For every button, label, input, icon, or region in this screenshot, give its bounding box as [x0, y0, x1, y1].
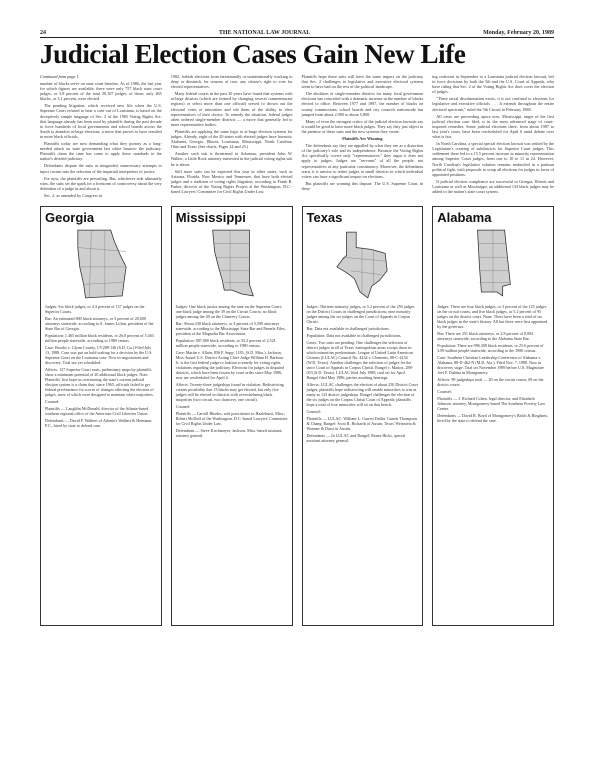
- article-paragraph: The abolition of single-member districts for many local government elections has coincided with a dramatic increase in the number of blacks elected to office. Between 1977 and 1987, the number of blacks on county commissions, school boards and city councils nationwide has jumped from about 2,900 to about 5,800.: [301, 91, 424, 117]
- mississippi-map-icon: [203, 228, 261, 300]
- article-column-3: [302, 74, 424, 200]
- article-paragraph: Still more suits can be expected this year in other states, such as Arizona, Florida, New Mexico and Tennessee, that have both elected judges and a tradition of voting rights litigation, according to Frank R. Parker, director of the Voting Rights Project at the Washington, D.C.-based Lawyers' Committee for Civil Rights Under Law.: [170, 168, 293, 194]
- publication-name: THE NATIONAL LAW JOURNAL: [218, 30, 311, 36]
- article-paragraph: All cases are proceeding apace now. Mississippi, target of the first judicial election case filed, is in the most advanced stage of court-imposed remedies. Some judicial elections there, from about 1987 to last year's court, have been rescheduled for April 6 amid debate over what is fair.: [432, 113, 554, 140]
- box-paragraph: Plaintiffs — LULAC: William L. Garrett Dallas' Garrett Thompson & Chang; Rangel: Scott R. Richards of Austin, Texas' Weinstein & Wasmer & Durst in Austin.: [306, 415, 418, 431]
- box-paragraph: Affects: Twenty-three judgeships found in violation. Redistricting creates possibility that 13 blacks may get elected, but only five judges will be elected in districts with overwhelming black majorities (two circuit, two chancery, one circuit).: [175, 381, 284, 402]
- box-paragraph: Defendants — David F. Walbert of Atlanta's Walbert & Hermann P.C., hired by state to defend case.: [45, 417, 152, 428]
- box-paragraph: Judges: Six black judges, or 4.4 percent of 137 judges on the Superior Courts.: [45, 303, 145, 314]
- box-paragraph: Counsel:: [437, 388, 452, 394]
- box-paragraph: Counsel:: [175, 403, 191, 409]
- box-paragraph: Bar: An estimated 800 black attorneys, or 3 percent of 20,000 attorneys statewide, according to A. James Lifton, president of the State Bar of Georgia.: [45, 315, 154, 331]
- article-paragraph: 1982, forbids elections from intentionally or unintentionally working to deny or diminish, for reasons of race, any citizen's right to vote for elected representatives.: [170, 74, 293, 90]
- box-paragraph: Case: Martin v. Allain, 856 F. Supp. 1183, (S.D. Miss.). Jackson, Miss.-based U.S. District Acting Chief Judge William H. Barbour Jr. is the first federal judge to fashion a remedy for voting rights violations regarding the judiciary. Elections for judges in disputed districts, which have been frozen by court order since May 1986, now are rescheduled for April 4.: [175, 349, 284, 380]
- box-paragraph: Bar: Data not available in challenged jurisdictions.: [306, 325, 390, 331]
- article-paragraph: Sec. 2, as amended by Congress in: [44, 192, 103, 198]
- headline: Judicial Election Cases Gain New Life: [40, 39, 466, 69]
- box-paragraph: Bar: About 230 black attorneys, or 4 percent of 5,500 attorneys statewide, according to the Mississippi State Bar and Pamela Files, president of the Magnolia Bar Association.: [175, 320, 286, 336]
- box-paragraph: Plaintiffs — Carroll Rhodes, sole practitioner in Hazlehurst, Miss.; Robert McDuff of the Washington, D.C.-based Lawyers' Committee for Civil Rights Under Law.: [175, 410, 288, 426]
- box-paragraph: Population: 1.465 million black residents, or 26.8 percent of 5.463 million people statewide, according to 1980 census.: [45, 332, 154, 343]
- texas-map-icon: [333, 228, 391, 300]
- box-paragraph: Population: 887,000 black residents, or 35.2 percent of 2.521 million people statewide, according to 1980 census.: [175, 337, 276, 348]
- georgia-map-icon: [72, 228, 130, 300]
- box-paragraph: Defendants — In LULAC and Rangel: Renea Hicks, special assistant attorney general.: [306, 432, 406, 443]
- state-name: Mississippi: [175, 209, 246, 225]
- article-paragraph: "There racial discrimination exists, it is not confined to elections for legislative and executive officials . . . It extends throughout the entire electoral spectrum," ruled the 5th Circuit in February 1988.: [432, 96, 554, 112]
- article-paragraph: But plaintiffs are winning this dispute. The U.S. Supreme Court, in deny-: [301, 180, 424, 191]
- article-paragraph: Defendants dispute the suits as misguided, unnecessary attempts to inject racism into the selection of the impartial interpreters of justice.: [40, 163, 162, 174]
- article-body: [40, 74, 554, 200]
- box-paragraph: Judges: There are four black judges, or 3 percent of the 125 judges on the circuit courts, and five black judges, or 5.2 percent of 95 judges on the district court. None. There have been a total of six black judges in the state's history. All but three were first appointed by the governor.: [437, 303, 548, 329]
- article-paragraph: Plaintiffs are applying the same logic to at-large election systems for judges. Already, eight of the 20 states with elected judges have lawsuits: Alabama, Georgia, Illinois, Louisiana, Mississippi, North Carolina, Ohio and Texas (See charts, Pages 24 and 25.): [170, 128, 293, 150]
- box-paragraph: Judges: Thirteen minority judges, or 5.2 percent of the 250 judges on the District Courts in challenged jurisdictions; nine minority judges among the six judges on the Court of Appeals in Corpus Christi.: [306, 303, 415, 324]
- article-paragraph: Many federal courts in the past 20 years have found that systems with at-large districts (which are formed by changing several commensurate regions) or select more than one official) served to drown out the electoral votes of minorities and rob them of the ability to elect representatives of their choice. To remedy the situation, federal judges often ordered single-member districts — a move that generally led to more representative bodies.: [170, 91, 293, 127]
- article-paragraph: Plaintiffs hope these suits will have the same impact on the judiciary that Sec. 2 challenges to legislative and executive electoral systems seem to have had on the rest of the political landscape.: [301, 74, 424, 90]
- box-paragraph: Cases: Two suits are pending. One challenges the selection of district judges in all of Texas' metropolitan areas except those in which minorities predominate. League of United Latin American Citizens (LULAC) Council No. 4434 v. Clements, 88-C-4154 (W.D. Texas). Another challenges the selection of judges for the since Court of Appeals in Corpus Christi. Rangel v. Mattox, 288-053 (S.D. Texas). LULAC filed July 1988, trial set for April. Rangel filed May 1986, parties awaiting hearings.: [306, 339, 414, 380]
- box-paragraph: Case: Southern Christian Leadership Conference of Alabama v. Alabama, 88-D-462-N (M.D. Ala.). Filed Nov. 7, 1988. Now in discovery stage. Trial set November 1989 before U.S. Magistrate Joel F. Dubina in Montgomery.: [437, 354, 544, 375]
- state-box-texas: [302, 206, 424, 626]
- box-paragraph: Affects: LULAC challenges the election of about 250 District Court judges; plaintiffs hope redistricting will enable minorities to win as many as 123 district judgeships. Rangel challenges the election of the six judges on the Corpus Christi Court of Appeals; plaintiffs hope a total of four minorities will sit on that bench.: [306, 381, 418, 407]
- continued-note: Continued from page 1: [40, 74, 79, 79]
- article-column-2: [171, 74, 293, 200]
- running-head: [40, 30, 554, 38]
- article-paragraph: Many of even the strongest critics of the judicial election lawsuits say it would be good to have more black judges. They say they just object to the premise of these suits and the new systems they create.: [301, 118, 424, 134]
- article-paragraph: If judicial election compliance are successful in Georgia, Illinois and Louisiana as well as Mississippi, an additional 134 black judges may be added to the nation's state court system.: [432, 178, 554, 194]
- box-paragraph: Affects: 99 judgeships total — 20 on the circuit courts, 69 on the district courts.: [437, 376, 544, 387]
- box-paragraph: Affects: 137 Superior Court seats, preliminary maps by plaintiffs show a minimum potential of 20 additional black judges. Note: Plaintiffs' first hope in overturning the state's current judicial election system is a claim that, since 1965, officials failed to get federal preclearance for scores of changes affecting the election of judges, most of which were designed to maintain white majorities.: [45, 366, 154, 397]
- state-boxes: [40, 206, 554, 626]
- box-paragraph: Defendants — Steve Kirchmayer, Jackson, Miss.-based assistant attorney general.: [175, 427, 282, 438]
- box-paragraph: Plaintiffs — J. Richard Cohen, legal director, and Elizabeth Johnson, attorney, Montgomery-based The Southern Poverty Law Center.: [437, 395, 546, 411]
- box-paragraph: Population: There are 996,300 black residents, or 25.6 percent of 3.89 million people statewide, according to the 1980 census.: [437, 342, 544, 353]
- article-paragraph: For now, the plaintiffs are prevailing. But, whichever side ultimately wins, the suits set the spark for a firestorm of controversy about the very definition of a judge in and about it.: [40, 175, 162, 191]
- state-name: Texas: [306, 209, 343, 225]
- box-paragraph: Bar: There are 251 black attorneys, or 2.8 percent of 8,894 attorneys statewide, according to the Alabama State Bar.: [437, 330, 534, 341]
- box-paragraph: Population: Data not available in challenged jurisdictions.: [306, 332, 402, 338]
- alabama-map-icon: [464, 228, 522, 300]
- article-paragraph: In North Carolina, a special special election lawsuit was settled by the Legislature's creating of subdistricts for Superior Court judges. This settlement there led to a 15.5 percent increase in minority representation among Superior Court judges, from one to 10 to 11 in 24. However, North Carolina's legislative solution remains embroiled in a partisan political fight, with proposals to scrap all elections for judges in favor of appointed positions.: [432, 141, 554, 177]
- issue-date: Monday, February 20, 1989: [483, 30, 554, 36]
- article-paragraph: number of blacks serve on state court benches. As of 1986, the last year for which figures are available, there were only 757 black state court judges, or 3.8 percent of the total 20,107 judges; of those, only 465 blacks, or 3.1 percent, were elected.: [40, 81, 162, 102]
- state-box-mississippi: [171, 206, 293, 626]
- box-paragraph: Judges: One black justice among the nine on the Supreme Court; one black judge among the 39 on the Circuit Courts; no black judges among the 40 on the Chancery Courts.: [175, 303, 282, 319]
- article-subhead: Plaintiffs Are Winning: [342, 136, 383, 142]
- box-paragraph: Counsel:: [306, 408, 322, 414]
- state-name: Alabama: [437, 209, 492, 225]
- box-paragraph: Case: Brooks v. Glynn County, CV288-146 (S.D. Ga.) Filed July 13, 1988. Case was put on hold waiting for a decision by the U.S. Supreme Court on the Louisiana case. Now in negotiations and discovery. Trial not yet scheduled.: [45, 344, 153, 365]
- article-paragraph: The pending litigation, which received new life when the U.S. Supreme Court refused to hear a case out of Louisiana, is based on the deceptively simple language of Sec. 2 of the 1965 Voting Rights Act: that language already has been used by plaintiffs during the past decade to force hundreds of local governments and school boards across the South to abandon at-large elections, a move that proves to have resulted in more black officials.: [40, 103, 162, 139]
- article-paragraph: Another such suit is threatened in Arkansas, president John W. Walker, a Little Rock attorney interested in the judicial voting rights suit he is about.: [170, 151, 293, 167]
- article-paragraph: Plaintiffs today are now demanding what they portray as a long-needed attack on state government last white bastion: the judiciary. Plaintiffs claim the time has come to apply these standards to the nation's divided judiciary.: [40, 141, 162, 162]
- state-name: Georgia: [45, 209, 95, 225]
- page-number: 24: [40, 30, 46, 36]
- article-paragraph: ing certiorari in September to a Louisiana judicial election lawsuit, left in force decisions by both the 5th and the U.S. Court of Appeals, who have ruling that Sec. 2 of the Voting Rights Act does cover the election of judges.: [432, 74, 554, 95]
- state-box-georgia: [40, 206, 162, 626]
- state-box-alabama: [432, 206, 554, 626]
- article-column-4: [432, 74, 554, 200]
- box-paragraph: Plaintiffs — Laughlin McDonald, director of the Atlanta-based southern regional office of the American Civil Liberties Union.: [45, 405, 149, 416]
- article-paragraph: The defendants say they are appalled by what they see as a distortion of the judiciary's role and its independence. Because the Voting Rights Act specifically covers only "representatives," they argue it does not apply to judges. Judges are "servants" of all the people, not representatives of any particular constituency. Moreover, the defendants warn, it is unwise to tether judges to small districts in which individual voters can have a significant impact on elections.: [301, 143, 424, 179]
- newspaper-page: [40, 30, 554, 626]
- box-paragraph: Defendants — David R. Boyd of Montgomery's Balch & Bingham, hired by the state to defend the case.: [437, 412, 548, 423]
- article-column-1: [40, 74, 162, 200]
- box-paragraph: Counsel:: [45, 398, 60, 404]
